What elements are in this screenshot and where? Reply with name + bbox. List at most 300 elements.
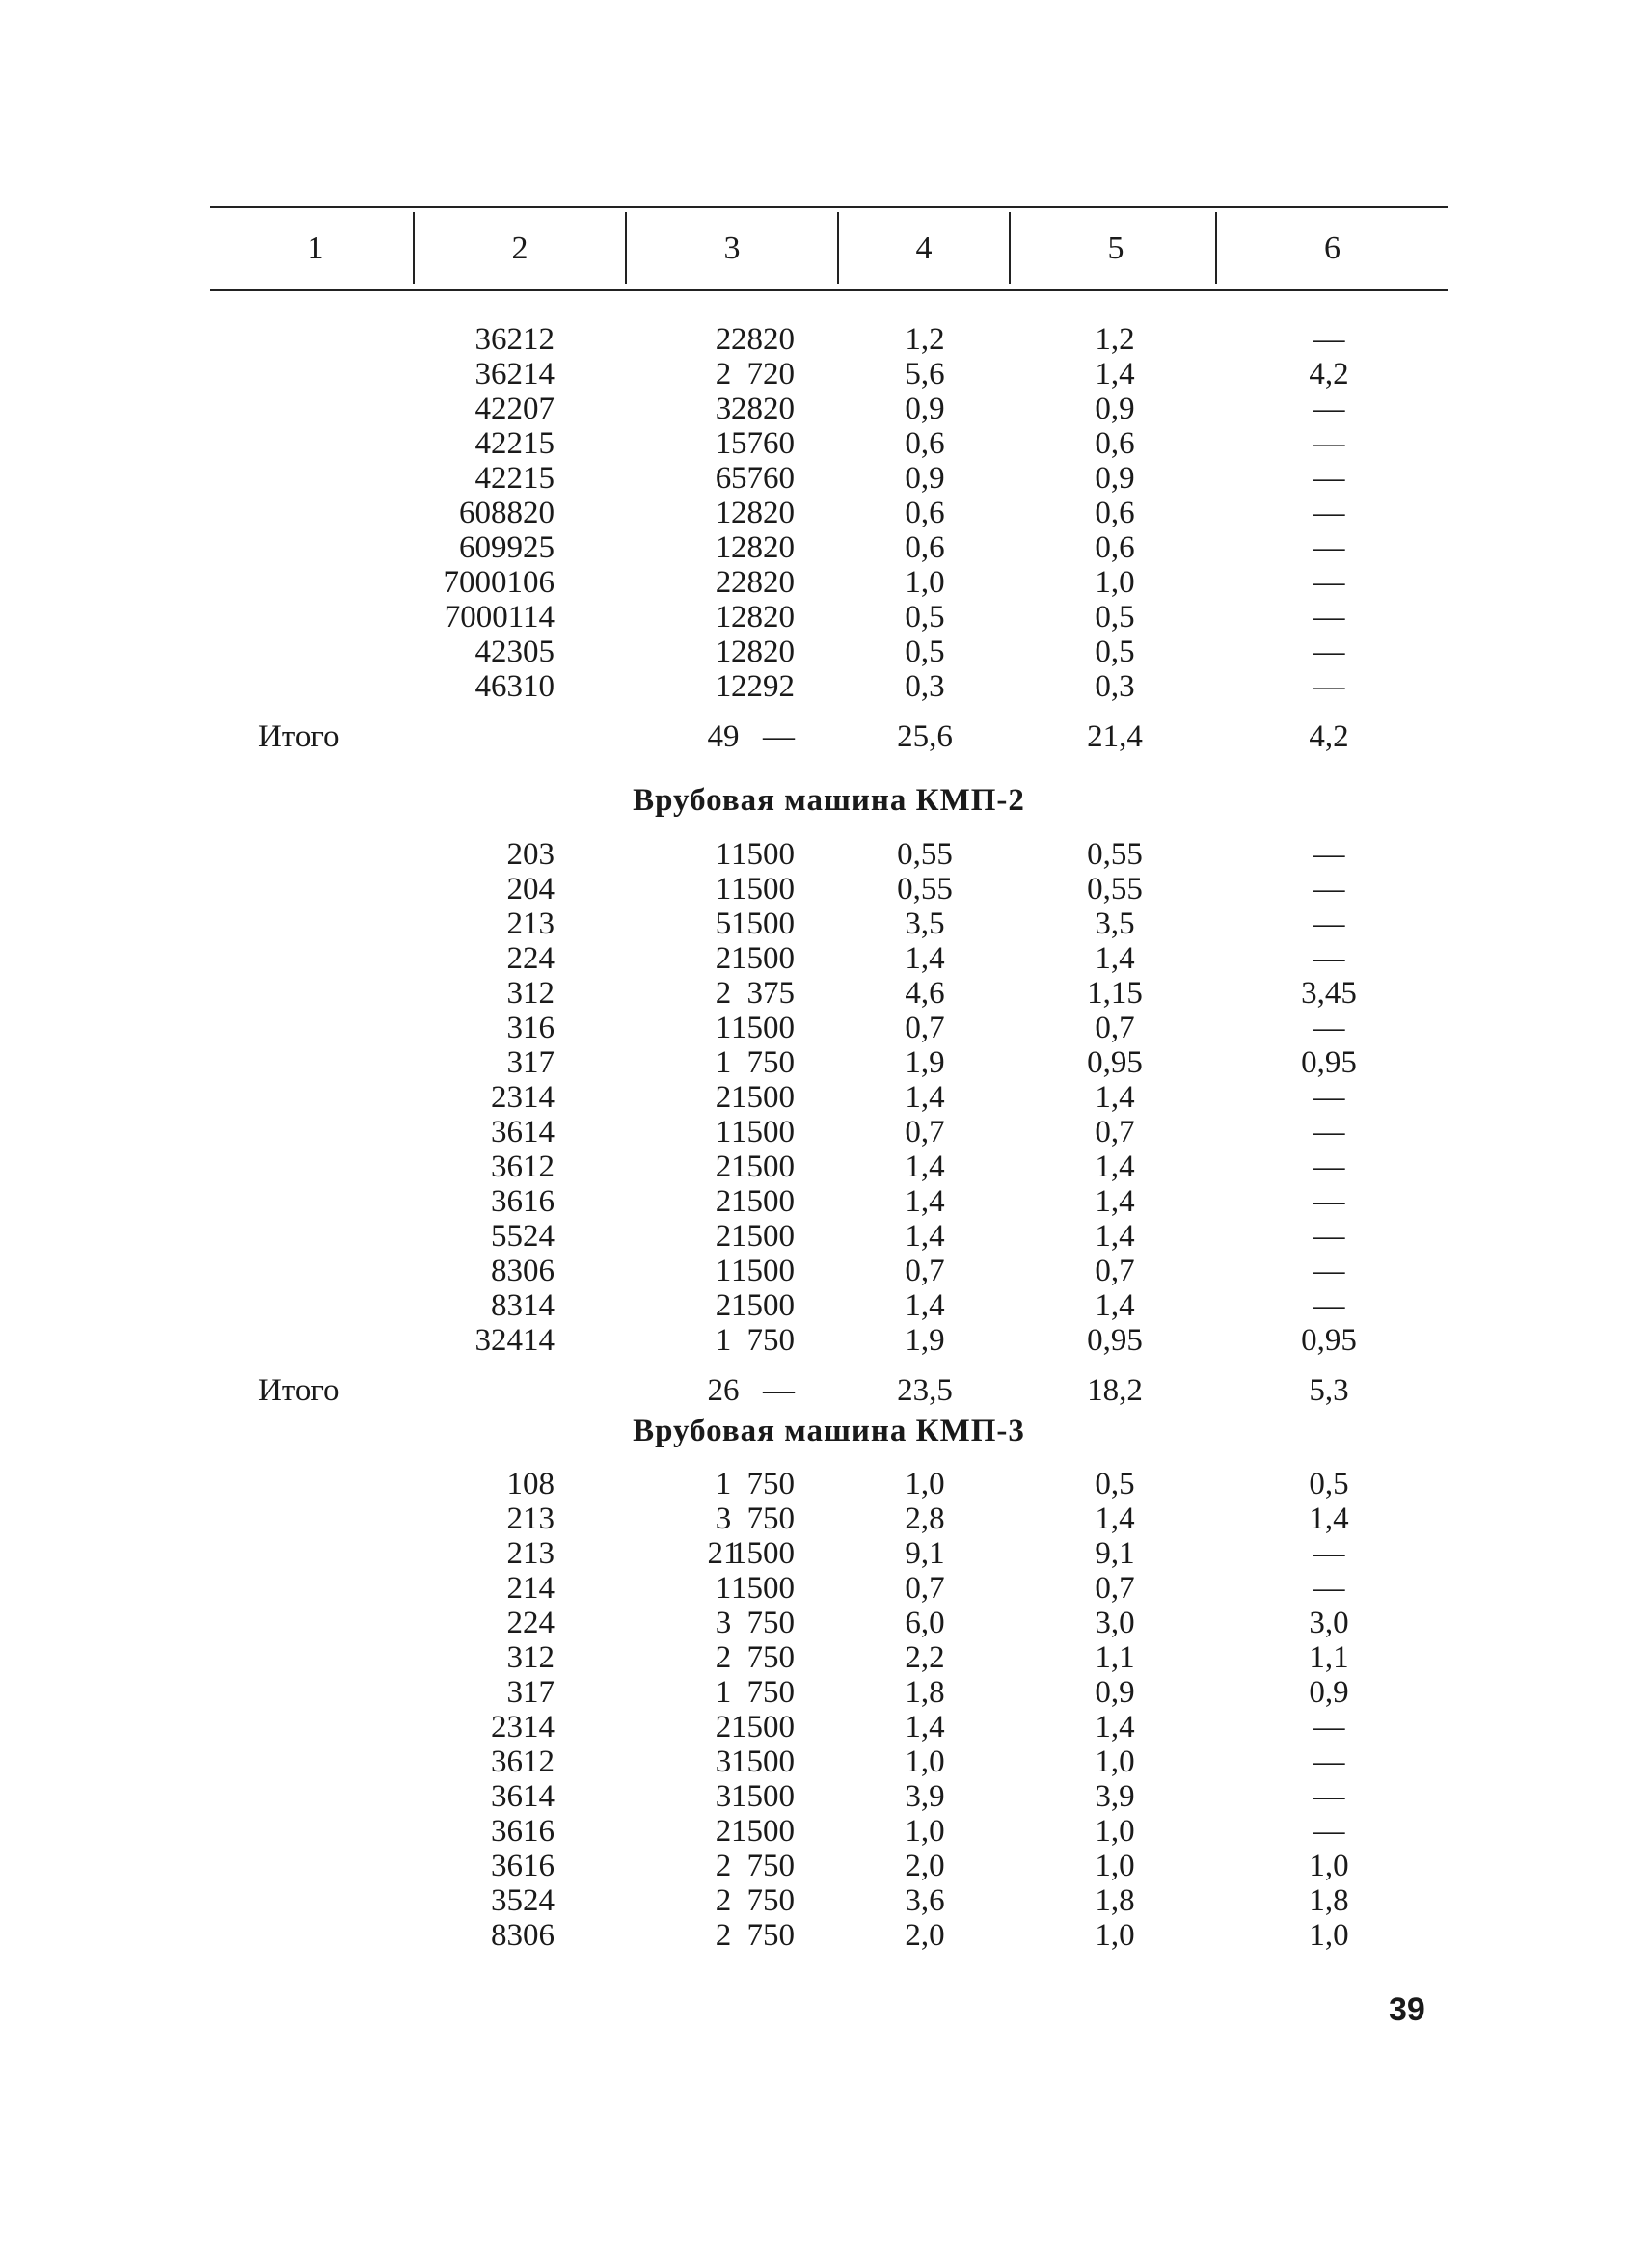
table-row: [210, 1288, 1448, 1323]
table-cell-col-6: —: [1313, 322, 1345, 357]
table-cell-col-4: 1,9: [905, 1045, 945, 1080]
table-cell-col-4: 0,7: [905, 1011, 945, 1045]
table-cell-col-1: 3616: [491, 1184, 555, 1219]
table-cell-col-2: 2820: [731, 322, 795, 357]
table-cell-col-5: 0,95: [1087, 1323, 1143, 1358]
table-cell-col-6: —: [1313, 461, 1345, 496]
table-cell-col-3: 1: [715, 635, 732, 669]
table-cell-col-2: 750: [746, 1501, 795, 1536]
table-cell-col-6: —: [1313, 1254, 1345, 1288]
table-cell-col-5: 1,4: [1095, 941, 1135, 976]
table-cell-col-5: 1,0: [1095, 1918, 1135, 1953]
table-cell-col-2: 1500: [731, 1710, 795, 1744]
table-cell-col-3: 2: [715, 322, 732, 357]
table-cell-col-2: 750: [746, 1918, 795, 1953]
table-cell-col-5: 1,0: [1095, 1744, 1135, 1779]
table-cell-col-6: 3,0: [1309, 1606, 1349, 1640]
table-cell-col-5: 0,9: [1095, 392, 1135, 426]
table-cell-col-3: 1: [715, 1254, 732, 1288]
total-cell-col-4: 25,6: [897, 719, 953, 754]
table-cell-col-3: 1: [715, 872, 732, 906]
table-row: [210, 1254, 1448, 1288]
table-cell-col-6: —: [1313, 392, 1345, 426]
table-row: [210, 1045, 1448, 1080]
table-cell-col-6: —: [1313, 1011, 1345, 1045]
table-row: [210, 1744, 1448, 1779]
table-cell-col-4: 1,4: [905, 1080, 945, 1115]
table-cell-col-5: 0,6: [1095, 530, 1135, 565]
total-cell-col-6: 4,2: [1309, 719, 1349, 754]
table-cell-col-2: 1500: [731, 1254, 795, 1288]
table-total-row: [210, 1371, 1448, 1410]
table-cell-col-3: 2: [715, 976, 732, 1011]
table-row: [210, 565, 1448, 600]
table-cell-col-5: 1,8: [1095, 1883, 1135, 1918]
table-cell-col-2: 1500: [731, 1288, 795, 1323]
table-total-row: [210, 717, 1448, 756]
table-cell-col-4: 3,6: [905, 1883, 945, 1918]
table-cell-col-2: 5760: [731, 461, 795, 496]
table-cell-col-1: 42215: [474, 426, 555, 461]
table-cell-col-5: 0,7: [1095, 1571, 1135, 1606]
table-row: [210, 635, 1448, 669]
table-cell-col-1: 3524: [491, 1883, 555, 1918]
table-cell-col-5: 0,9: [1095, 1675, 1135, 1710]
table-cell-col-3: 1: [715, 1045, 732, 1080]
table-row: [210, 1467, 1448, 1501]
table-cell-col-4: 2,2: [905, 1640, 945, 1675]
table-cell-col-6: —: [1313, 496, 1345, 530]
table-row: [210, 392, 1448, 426]
table-cell-col-6: —: [1313, 1744, 1345, 1779]
table-cell-col-5: 0,9: [1095, 461, 1135, 496]
table-cell-col-1: 42207: [474, 392, 555, 426]
table-cell-col-4: 0,6: [905, 496, 945, 530]
table-cell-col-5: 3,9: [1095, 1779, 1135, 1814]
table-cell-col-1: 8306: [491, 1254, 555, 1288]
table-cell-col-1: 8306: [491, 1918, 555, 1953]
table-cell-col-2: 750: [746, 1640, 795, 1675]
table-cell-col-4: 0,6: [905, 530, 945, 565]
table-cell-col-2: 750: [746, 1849, 795, 1883]
header-col-4: 4: [915, 230, 933, 266]
table-cell-col-6: —: [1313, 1536, 1345, 1571]
table-row: [210, 461, 1448, 496]
table-cell-col-5: 1,15: [1087, 976, 1143, 1011]
table-cell-col-6: 0,9: [1309, 1675, 1349, 1710]
table-cell-col-6: —: [1313, 530, 1345, 565]
table-cell-col-5: 0,7: [1095, 1011, 1135, 1045]
table-cell-col-4: 1,8: [905, 1675, 945, 1710]
table-cell-col-5: 1,4: [1095, 1184, 1135, 1219]
table-cell-col-2: 1500: [731, 837, 795, 872]
table-cell-col-2: 750: [746, 1606, 795, 1640]
table-section-2: [210, 837, 1448, 1410]
table-cell-col-1: 224: [506, 941, 555, 976]
table-cell-col-1: 608820: [459, 496, 555, 530]
table-cell-col-1: 213: [506, 906, 555, 941]
table-cell-col-6: —: [1313, 669, 1345, 704]
table-cell-col-4: 0,7: [905, 1571, 945, 1606]
table-cell-col-2: 375: [746, 976, 795, 1011]
table-row: [210, 906, 1448, 941]
table-cell-col-1: 224: [506, 1606, 555, 1640]
table-cell-col-3: 1: [715, 1011, 732, 1045]
table-cell-col-5: 0,55: [1087, 837, 1143, 872]
table-cell-col-3: 2: [715, 357, 732, 392]
table-row: [210, 837, 1448, 872]
table-cell-col-6: —: [1313, 1710, 1345, 1744]
table-cell-col-3: 2: [715, 565, 732, 600]
table-cell-col-3: 2: [715, 1640, 732, 1675]
table-row: [210, 357, 1448, 392]
table-cell-col-2: 750: [746, 1045, 795, 1080]
table-cell-col-5: 1,4: [1095, 1501, 1135, 1536]
table-cell-col-1: 5524: [491, 1219, 555, 1254]
table-cell-col-6: —: [1313, 941, 1345, 976]
table-cell-col-4: 2,0: [905, 1918, 945, 1953]
total-cell-col-4: 23,5: [897, 1373, 953, 1408]
table-cell-col-5: 1,0: [1095, 1814, 1135, 1849]
header-col-1: 1: [307, 230, 324, 266]
table-cell-col-6: —: [1313, 426, 1345, 461]
table-cell-col-6: 4,2: [1309, 357, 1349, 392]
table-cell-col-6: —: [1313, 1779, 1345, 1814]
table-cell-col-5: 9,1: [1095, 1536, 1135, 1571]
table-row: [210, 1115, 1448, 1149]
table-cell-col-1: 316: [506, 1011, 555, 1045]
table-row: [210, 1606, 1448, 1640]
table-cell-col-4: 1,4: [905, 1149, 945, 1184]
table-row: [210, 600, 1448, 635]
table-cell-col-5: 0,3: [1095, 669, 1135, 704]
table-cell-col-5: 0,6: [1095, 496, 1135, 530]
table-cell-col-1: 2314: [491, 1080, 555, 1115]
table-cell-col-1: 46310: [474, 669, 555, 704]
table-row: [210, 1710, 1448, 1744]
header-col-6: 6: [1324, 230, 1341, 266]
table-cell-col-2: 2820: [731, 496, 795, 530]
table-cell-col-2: 1500: [731, 1571, 795, 1606]
table-cell-col-6: —: [1313, 1115, 1345, 1149]
table-cell-col-6: —: [1313, 1288, 1345, 1323]
total-cell-col-2: —: [763, 1373, 795, 1408]
table-row: [210, 1080, 1448, 1115]
header-col-2: 2: [511, 230, 528, 266]
table-cell-col-1: 3614: [491, 1779, 555, 1814]
section-title-kmp-3: Врубовая машина КМП-3: [633, 1414, 1025, 1448]
table-cell-col-2: 1500: [731, 1536, 795, 1571]
table-cell-col-4: 3,9: [905, 1779, 945, 1814]
table-cell-col-1: 203: [506, 837, 555, 872]
page-number: 39: [1389, 1991, 1425, 2028]
table-cell-col-1: 213: [506, 1501, 555, 1536]
total-cell-col-6: 5,3: [1309, 1373, 1349, 1408]
table-cell-col-6: —: [1313, 906, 1345, 941]
table-row: [210, 322, 1448, 357]
table-cell-col-3: 1: [715, 530, 732, 565]
table-cell-col-2: 2820: [731, 565, 795, 600]
table-cell-col-5: 0,5: [1095, 1467, 1135, 1501]
table-cell-col-3: 1: [715, 1467, 732, 1501]
table-cell-col-4: 1,4: [905, 1219, 945, 1254]
table-cell-col-5: 1,4: [1095, 357, 1135, 392]
table-cell-col-1: 312: [506, 976, 555, 1011]
table-cell-col-3: 3: [715, 1606, 732, 1640]
table-cell-col-6: —: [1313, 837, 1345, 872]
table-cell-col-3: 2: [715, 1219, 732, 1254]
table-cell-col-4: 1,4: [905, 1184, 945, 1219]
table-cell-col-3: 1: [715, 1571, 732, 1606]
table-row: [210, 1323, 1448, 1358]
table-cell-col-3: 2: [715, 1883, 732, 1918]
table-cell-col-4: 4,6: [905, 976, 945, 1011]
total-cell-col-5: 21,4: [1087, 719, 1143, 754]
table-cell-col-3: 2: [715, 1710, 732, 1744]
table-row: [210, 1011, 1448, 1045]
table-cell-col-1: 42305: [474, 635, 555, 669]
table-cell-col-6: 1,0: [1309, 1918, 1349, 1953]
table-row: [210, 1219, 1448, 1254]
table-row: [210, 1675, 1448, 1710]
table-cell-col-1: 3616: [491, 1814, 555, 1849]
table-cell-col-1: 8314: [491, 1288, 555, 1323]
table-header-rule: [210, 289, 1448, 291]
section-title-kmp-2: Врубовая машина КМП-2: [633, 783, 1025, 818]
table-cell-col-4: 0,5: [905, 635, 945, 669]
table-cell-col-4: 2,8: [905, 1501, 945, 1536]
table-cell-col-1: 214: [506, 1571, 555, 1606]
table-cell-col-6: —: [1313, 635, 1345, 669]
table-cell-col-2: 1500: [731, 872, 795, 906]
table-cell-col-1: 3612: [491, 1149, 555, 1184]
table-row: [210, 1149, 1448, 1184]
table-cell-col-2: 5760: [731, 426, 795, 461]
table-row: [210, 1849, 1448, 1883]
table-cell-col-2: 1500: [731, 906, 795, 941]
table-cell-col-6: —: [1313, 565, 1345, 600]
table-row: [210, 1536, 1448, 1571]
table-cell-col-4: 1,4: [905, 1710, 945, 1744]
table-cell-col-4: 0,6: [905, 426, 945, 461]
table-cell-col-1: 204: [506, 872, 555, 906]
table-cell-col-3: 1: [715, 1675, 732, 1710]
table-cell-col-4: 0,7: [905, 1254, 945, 1288]
table-cell-col-4: 1,4: [905, 1288, 945, 1323]
table-row: [210, 1918, 1448, 1953]
table-row: [210, 496, 1448, 530]
table-cell-col-1: 3614: [491, 1115, 555, 1149]
table-cell-col-1: 3616: [491, 1849, 555, 1883]
table-cell-col-5: 0,6: [1095, 426, 1135, 461]
table-cell-col-6: 0,95: [1301, 1045, 1357, 1080]
table-cell-col-4: 1,0: [905, 565, 945, 600]
table-row: [210, 1184, 1448, 1219]
table-cell-col-4: 1,0: [905, 1744, 945, 1779]
table-cell-col-2: 750: [746, 1467, 795, 1501]
total-cell-col-5: 18,2: [1087, 1373, 1143, 1408]
table-cell-col-2: 2292: [731, 669, 795, 704]
table-cell-col-2: 720: [746, 357, 795, 392]
table-row: [210, 669, 1448, 704]
table-cell-col-5: 0,7: [1095, 1115, 1135, 1149]
table-cell-col-3: 1: [715, 600, 732, 635]
table-cell-col-3: 6: [715, 461, 732, 496]
table-cell-col-1: 2314: [491, 1710, 555, 1744]
table-cell-col-1: 32414: [474, 1323, 555, 1358]
table-cell-col-5: 0,5: [1095, 600, 1135, 635]
table-cell-col-1: 3612: [491, 1744, 555, 1779]
table-cell-col-4: 1,9: [905, 1323, 945, 1358]
table-cell-col-2: 1500: [731, 1011, 795, 1045]
table-cell-col-5: 3,0: [1095, 1606, 1135, 1640]
table-cell-col-5: 0,7: [1095, 1254, 1135, 1288]
table-cell-col-2: 1500: [731, 1080, 795, 1115]
table-row: [210, 426, 1448, 461]
table-cell-col-2: 1500: [731, 1814, 795, 1849]
table-cell-col-4: 0,55: [897, 872, 953, 906]
table-cell-col-6: 1,8: [1309, 1883, 1349, 1918]
table-cell-col-2: 1500: [731, 941, 795, 976]
table-cell-col-4: 5,6: [905, 357, 945, 392]
table-cell-col-1: 213: [506, 1536, 555, 1571]
table-cell-col-3: 3: [715, 392, 732, 426]
table-cell-col-5: 1,4: [1095, 1080, 1135, 1115]
table-cell-col-2: 750: [746, 1323, 795, 1358]
table-cell-col-2: 1500: [731, 1115, 795, 1149]
table-cell-col-4: 2,0: [905, 1849, 945, 1883]
table-cell-col-3: 2: [715, 1814, 732, 1849]
table-row: [210, 1640, 1448, 1675]
total-cell-col-2: —: [763, 719, 795, 754]
table-cell-col-1: 317: [506, 1675, 555, 1710]
table-cell-col-2: 2820: [731, 635, 795, 669]
table-cell-col-1: 36212: [474, 322, 555, 357]
table-cell-col-5: 1,4: [1095, 1710, 1135, 1744]
table-cell-col-4: 0,7: [905, 1115, 945, 1149]
table-cell-col-1: 108: [506, 1467, 555, 1501]
table-cell-col-2: 1500: [731, 1779, 795, 1814]
table-cell-col-3: 2: [715, 1288, 732, 1323]
table-row: [210, 1883, 1448, 1918]
table-cell-col-5: 1,0: [1095, 1849, 1135, 1883]
table-section-3: [210, 1467, 1448, 1953]
table-cell-col-3: 3: [715, 1744, 732, 1779]
table-cell-col-3: 5: [715, 906, 732, 941]
table-cell-col-1: 317: [506, 1045, 555, 1080]
table-cell-col-4: 3,5: [905, 906, 945, 941]
table-cell-col-2: 1500: [731, 1184, 795, 1219]
table-cell-col-5: 1,4: [1095, 1288, 1135, 1323]
total-label: Итого: [258, 719, 339, 754]
table-cell-col-4: 0,5: [905, 600, 945, 635]
table-section-1: [210, 322, 1448, 756]
table-header: [210, 208, 1448, 289]
header-col-3: 3: [723, 230, 741, 266]
table-cell-col-6: —: [1313, 600, 1345, 635]
header-col-5: 5: [1107, 230, 1124, 266]
total-label: Итого: [258, 1373, 339, 1408]
table-cell-col-3: 1: [715, 426, 732, 461]
table-cell-col-1: 609925: [459, 530, 555, 565]
table-cell-col-2: 1500: [731, 1149, 795, 1184]
table-cell-col-1: 7000106: [443, 565, 555, 600]
table-cell-col-4: 0,3: [905, 669, 945, 704]
table-cell-col-6: 1,1: [1309, 1640, 1349, 1675]
table-cell-col-3: 1: [715, 496, 732, 530]
table-cell-col-6: —: [1313, 1571, 1345, 1606]
table-cell-col-3: 2: [715, 941, 732, 976]
table-cell-col-4: 1,0: [905, 1467, 945, 1501]
table-cell-col-6: 0,95: [1301, 1323, 1357, 1358]
table-row: [210, 1571, 1448, 1606]
table-cell-col-4: 1,4: [905, 941, 945, 976]
table-cell-col-4: 9,1: [905, 1536, 945, 1571]
table-cell-col-5: 0,5: [1095, 635, 1135, 669]
table-cell-col-6: 1,0: [1309, 1849, 1349, 1883]
table-cell-col-3: 2: [715, 1849, 732, 1883]
table-cell-col-3: 1: [715, 669, 732, 704]
table-cell-col-6: —: [1313, 1080, 1345, 1115]
table-cell-col-1: 36214: [474, 357, 555, 392]
table-cell-col-6: —: [1313, 872, 1345, 906]
table-cell-col-2: 750: [746, 1675, 795, 1710]
table-cell-col-5: 1,0: [1095, 565, 1135, 600]
table-cell-col-3: 2: [715, 1184, 732, 1219]
table-cell-col-1: 42215: [474, 461, 555, 496]
table-cell-col-5: 1,1: [1095, 1640, 1135, 1675]
table-cell-col-3: 2: [715, 1918, 732, 1953]
table-cell-col-2: 750: [746, 1883, 795, 1918]
table-cell-col-5: 0,55: [1087, 872, 1143, 906]
table-cell-col-3: 1: [715, 1323, 732, 1358]
table-cell-col-6: 0,5: [1309, 1467, 1349, 1501]
table-cell-col-5: 1,4: [1095, 1149, 1135, 1184]
table-cell-col-6: 3,45: [1301, 976, 1357, 1011]
total-cell-col-3: 49: [707, 719, 740, 754]
table-cell-col-5: 1,4: [1095, 1219, 1135, 1254]
table-cell-col-4: 0,9: [905, 461, 945, 496]
table-cell-col-4: 1,0: [905, 1814, 945, 1849]
table-cell-col-5: 0,95: [1087, 1045, 1143, 1080]
table-cell-col-4: 0,9: [905, 392, 945, 426]
table-row: [210, 1501, 1448, 1536]
total-cell-col-3: 26: [707, 1373, 740, 1408]
table-cell-col-6: 1,4: [1309, 1501, 1349, 1536]
table-cell-col-6: —: [1313, 1814, 1345, 1849]
table-cell-col-5: 3,5: [1095, 906, 1135, 941]
table-cell-col-3: 3: [715, 1501, 732, 1536]
table-row: [210, 530, 1448, 565]
table-row: [210, 941, 1448, 976]
table-cell-col-6: —: [1313, 1184, 1345, 1219]
table-cell-col-5: 1,2: [1095, 322, 1135, 357]
table-cell-col-6: —: [1313, 1149, 1345, 1184]
table-cell-col-2: 2820: [731, 530, 795, 565]
table-cell-col-4: 0,55: [897, 837, 953, 872]
table-cell-col-3: 1: [715, 1115, 732, 1149]
table-cell-col-2: 1500: [731, 1744, 795, 1779]
table-row: [210, 872, 1448, 906]
table-row: [210, 1814, 1448, 1849]
table-cell-col-6: —: [1313, 1219, 1345, 1254]
table-cell-col-3: 1: [715, 837, 732, 872]
table-cell-col-2: 2820: [731, 600, 795, 635]
table-cell-col-1: 7000114: [444, 600, 555, 635]
table-cell-col-4: 6,0: [905, 1606, 945, 1640]
table-row: [210, 976, 1448, 1011]
table-cell-col-3: 2: [715, 1080, 732, 1115]
